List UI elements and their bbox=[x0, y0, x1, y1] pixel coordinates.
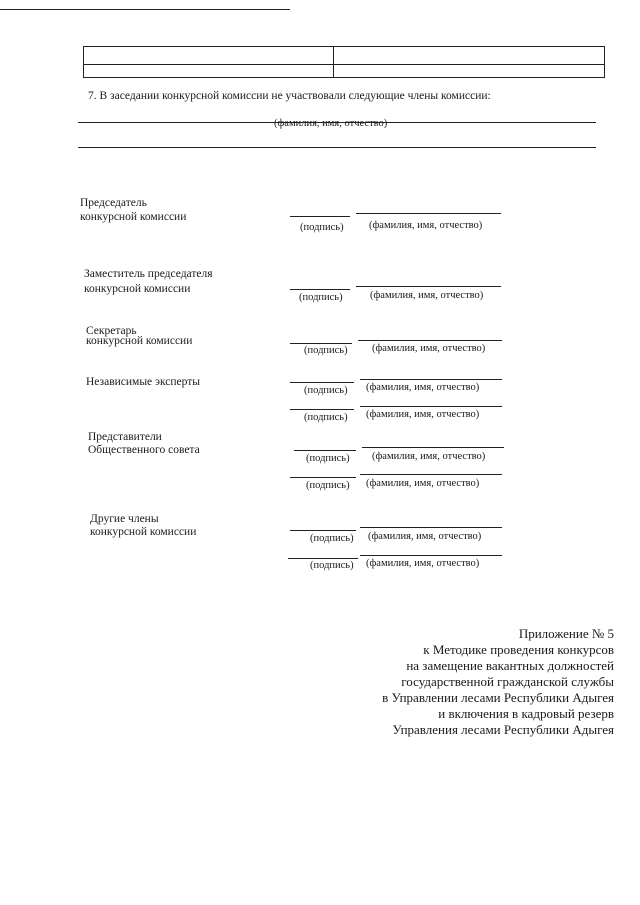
other-members-signature-caption-2: (подпись) bbox=[310, 560, 354, 571]
secretary-fio-line bbox=[358, 340, 502, 341]
appendix-block bbox=[382, 626, 614, 738]
secretary-fio-caption: (фамилия, имя, отчество) bbox=[372, 343, 486, 354]
other-members-fio-caption-1: (фамилия, имя, отчество) bbox=[368, 531, 482, 542]
experts-signature-caption-1: (подпись) bbox=[304, 385, 348, 396]
appendix-line-3: на замещение вакантных должностей bbox=[406, 658, 614, 673]
secretary-label-2: конкурсной комиссии bbox=[86, 335, 193, 347]
public-council-fio-line-2 bbox=[360, 474, 502, 475]
experts-fio-caption-2: (фамилия, имя, отчество) bbox=[366, 409, 480, 420]
deputy-fio-line bbox=[356, 286, 501, 287]
appendix-line-4: государственной гражданской службы bbox=[401, 674, 614, 689]
appendix-line-6: и включения в кадровый резерв bbox=[438, 706, 614, 721]
appendix-line-1: Приложение № 5 bbox=[518, 626, 614, 641]
other-members-fio-line-1 bbox=[360, 527, 502, 528]
chairman-fio-caption: (фамилия, имя, отчество) bbox=[369, 220, 483, 231]
chairman-label-1: Председатель bbox=[80, 197, 147, 209]
experts-fio-line-1 bbox=[360, 379, 502, 380]
public-council-signature-caption-1: (подпись) bbox=[306, 453, 350, 464]
public-council-fio-caption-1: (фамилия, имя, отчество) bbox=[372, 451, 486, 462]
other-members-label-2: конкурсной комиссии bbox=[90, 526, 197, 538]
other-members-signature-line-1 bbox=[290, 530, 356, 531]
item7-text: 7. В заседании конкурсной комиссии не участвовали следующие члены комиссии: bbox=[88, 90, 491, 102]
chairman-label-2: конкурсной комиссии bbox=[80, 211, 187, 223]
public-council-signature-line-1 bbox=[294, 450, 356, 451]
public-council-fio-line-1 bbox=[362, 447, 504, 448]
public-council-fio-caption-2: (фамилия, имя, отчество) bbox=[366, 478, 480, 489]
appendix-line-2: к Методике проведения конкурсов bbox=[423, 642, 614, 657]
deputy-label-1: Заместитель председателя bbox=[84, 268, 213, 280]
appendix-line-7: Управления лесами Республики Адыгея bbox=[392, 722, 614, 737]
experts-label: Независимые эксперты bbox=[86, 376, 200, 388]
top-edge-line bbox=[0, 9, 290, 10]
chairman-fio-line bbox=[356, 213, 501, 214]
chairman-signature-caption: (подпись) bbox=[300, 222, 344, 233]
public-council-signature-line-2 bbox=[290, 477, 356, 478]
experts-fio-caption-1: (фамилия, имя, отчество) bbox=[366, 382, 480, 393]
public-council-signature-caption-2: (подпись) bbox=[306, 480, 350, 491]
other-members-label-1: Другие члены bbox=[90, 513, 159, 525]
public-council-label-2: Общественного совета bbox=[88, 444, 200, 456]
public-council-label-1: Представители bbox=[88, 431, 162, 443]
experts-signature-line-2 bbox=[290, 409, 354, 410]
other-members-signature-caption-1: (подпись) bbox=[310, 533, 354, 544]
secretary-signature-line bbox=[290, 343, 352, 344]
chairman-signature-line bbox=[290, 216, 350, 217]
deputy-label-2: конкурсной комиссии bbox=[84, 283, 191, 295]
item7-fio-caption: (фамилия, имя, отчество) bbox=[274, 118, 388, 129]
table-inner-line bbox=[84, 64, 604, 65]
deputy-fio-caption: (фамилия, имя, отчество) bbox=[370, 290, 484, 301]
secretary-signature-caption: (подпись) bbox=[304, 345, 348, 356]
other-members-fio-line-2 bbox=[360, 555, 502, 556]
deputy-signature-caption: (подпись) bbox=[299, 292, 343, 303]
item7-line-2 bbox=[78, 147, 596, 148]
deputy-signature-line bbox=[290, 289, 350, 290]
table-fragment bbox=[83, 46, 605, 78]
other-members-fio-caption-2: (фамилия, имя, отчество) bbox=[366, 558, 480, 569]
experts-fio-line-2 bbox=[360, 406, 502, 407]
experts-signature-line-1 bbox=[290, 382, 354, 383]
appendix-line-5: в Управлении лесами Республики Адыгея bbox=[382, 690, 614, 705]
secretary-label-1: Секретарь bbox=[86, 325, 137, 337]
table-cell-divider bbox=[333, 47, 334, 77]
other-members-signature-line-2 bbox=[288, 558, 358, 559]
experts-signature-caption-2: (подпись) bbox=[304, 412, 348, 423]
